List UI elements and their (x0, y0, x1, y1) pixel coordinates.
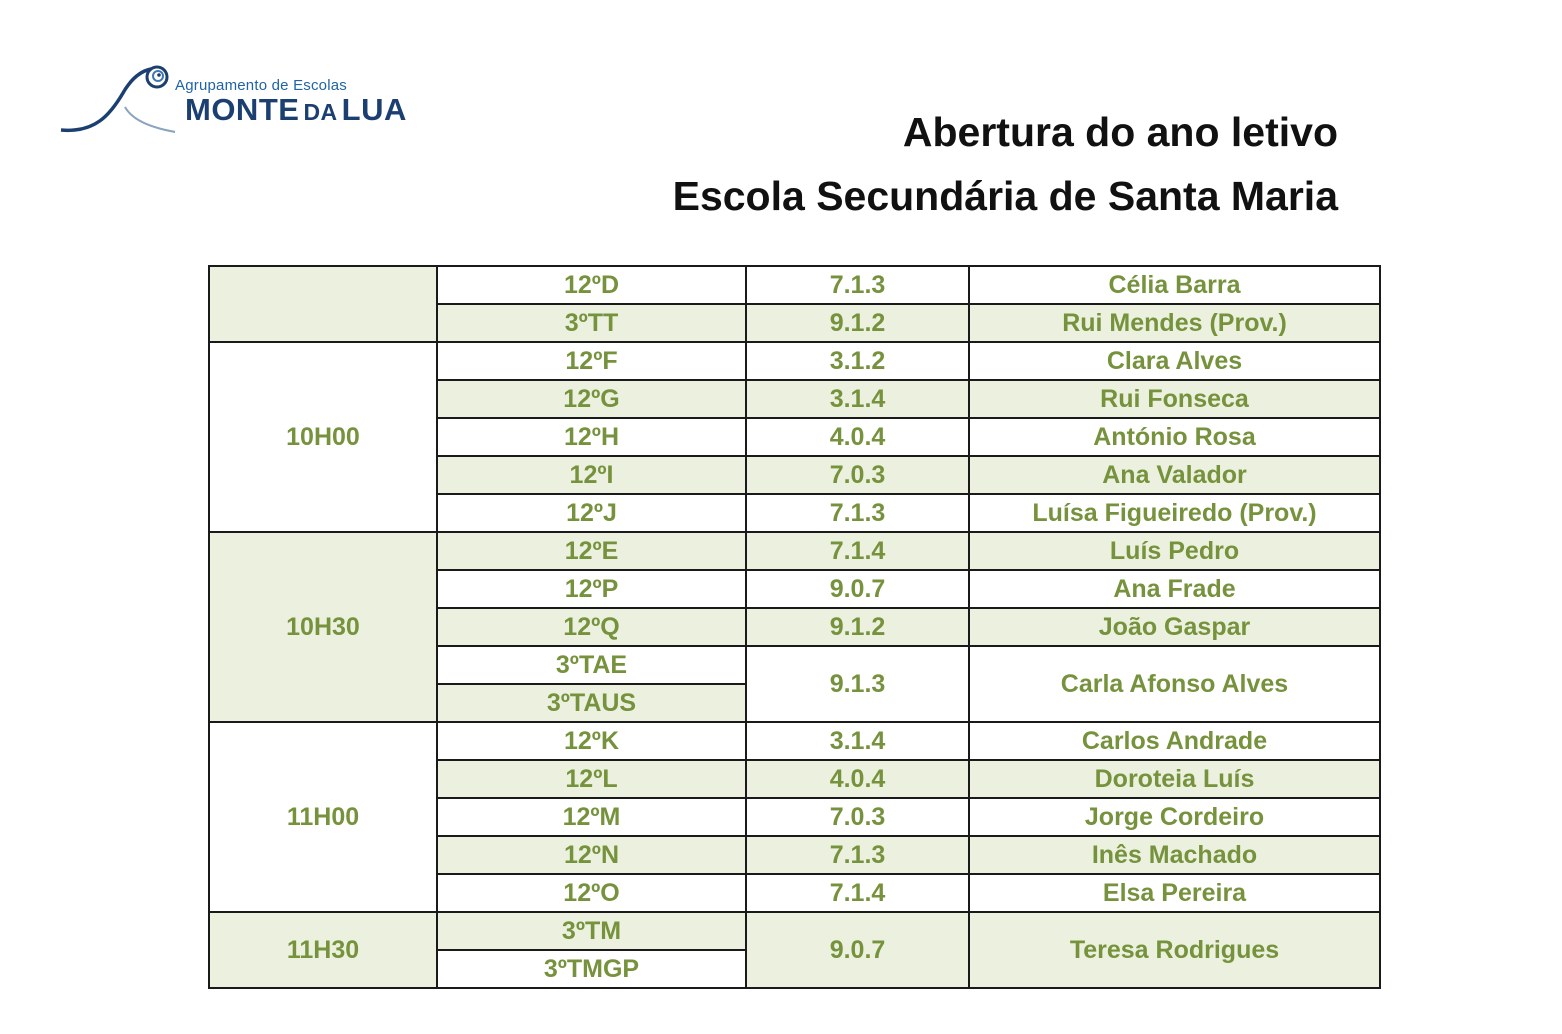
class-cell: 12ºJ (437, 494, 746, 532)
class-cell: 12ºI (437, 456, 746, 494)
class-cell: 12ºL (437, 760, 746, 798)
room-cell: 9.1.2 (746, 304, 969, 342)
room-cell: 7.0.3 (746, 456, 969, 494)
room-cell: 9.0.7 (746, 570, 969, 608)
logo-subtitle: Agrupamento de Escolas (175, 77, 348, 94)
table-row (209, 532, 1380, 570)
class-cell: 12ºQ (437, 608, 746, 646)
class-cell: 12ºO (437, 874, 746, 912)
room-cell: 7.1.4 (746, 874, 969, 912)
room-cell: 4.0.4 (746, 760, 969, 798)
table-row (209, 266, 1380, 304)
title-line-1: Abertura do ano letivo (902, 109, 1338, 155)
teacher-cell: Luís Pedro (969, 532, 1380, 570)
room-cell: 9.1.3 (746, 646, 969, 722)
teacher-cell: Luísa Figueiredo (Prov.) (969, 494, 1380, 532)
teacher-cell: Jorge Cordeiro (969, 798, 1380, 836)
teacher-cell: Ana Frade (969, 570, 1380, 608)
class-cell: 12ºP (437, 570, 746, 608)
class-cell: 12ºN (437, 836, 746, 874)
class-cell: 3ºTM (437, 912, 746, 950)
time-slot-cell (209, 266, 437, 342)
class-cell: 12ºE (437, 532, 746, 570)
teacher-cell: Elsa Pereira (969, 874, 1380, 912)
class-cell: 3ºTAUS (437, 684, 746, 722)
class-cell: 12ºH (437, 418, 746, 456)
class-cell: 3ºTAE (437, 646, 746, 684)
school-logo (55, 55, 435, 155)
title-line-2: Escola Secundária de Santa Maria (672, 173, 1338, 219)
teacher-cell: Doroteia Luís (969, 760, 1380, 798)
teacher-cell: Clara Alves (969, 342, 1380, 380)
class-cell: 12ºK (437, 722, 746, 760)
room-cell: 3.1.4 (746, 380, 969, 418)
teacher-cell: Ana Valador (969, 456, 1380, 494)
room-cell: 9.1.2 (746, 608, 969, 646)
class-cell: 12ºD (437, 266, 746, 304)
teacher-cell: João Gaspar (969, 608, 1380, 646)
table-row (209, 912, 1380, 950)
room-cell: 3.1.2 (746, 342, 969, 380)
table-row (209, 342, 1380, 380)
logo-name (185, 92, 407, 128)
moon-swirl-logo-icon (55, 55, 175, 155)
room-cell: 7.1.3 (746, 266, 969, 304)
logo-name-da: DA (303, 99, 338, 125)
teacher-cell: Rui Fonseca (969, 380, 1380, 418)
teacher-cell: Teresa Rodrigues (969, 912, 1380, 988)
page-title (673, 100, 1338, 228)
teacher-cell: Célia Barra (969, 266, 1380, 304)
room-cell: 7.1.4 (746, 532, 969, 570)
class-cell: 12ºF (437, 342, 746, 380)
time-slot-cell: 10H00 (209, 342, 437, 532)
logo-name-lua: LUA (341, 92, 407, 127)
room-cell: 7.1.3 (746, 836, 969, 874)
room-cell: 7.0.3 (746, 798, 969, 836)
room-cell: 4.0.4 (746, 418, 969, 456)
teacher-cell: Inês Machado (969, 836, 1380, 874)
schedule-table (208, 265, 1381, 989)
room-cell: 3.1.4 (746, 722, 969, 760)
logo-name-monte: MONTE (185, 92, 300, 127)
teacher-cell: Carla Afonso Alves (969, 646, 1380, 722)
room-cell: 7.1.3 (746, 494, 969, 532)
table-row (209, 722, 1380, 760)
class-cell: 12ºG (437, 380, 746, 418)
class-cell: 3ºTT (437, 304, 746, 342)
time-slot-cell: 11H00 (209, 722, 437, 912)
class-cell: 12ºM (437, 798, 746, 836)
teacher-cell: António Rosa (969, 418, 1380, 456)
teacher-cell: Rui Mendes (Prov.) (969, 304, 1380, 342)
time-slot-cell: 10H30 (209, 532, 437, 722)
time-slot-cell: 11H30 (209, 912, 437, 988)
class-cell: 3ºTMGP (437, 950, 746, 988)
room-cell: 9.0.7 (746, 912, 969, 988)
teacher-cell: Carlos Andrade (969, 722, 1380, 760)
